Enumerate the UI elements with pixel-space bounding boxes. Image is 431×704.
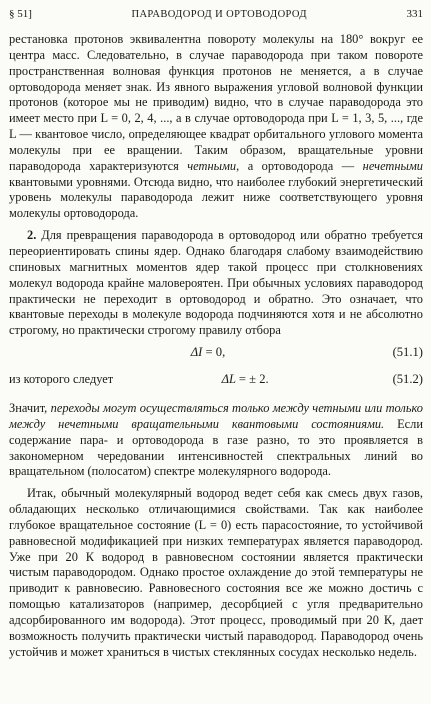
emphasis-selection-rule: переходы могут осуществляться только между четными или только между нечетными вращательными квантовыми состояниями.	[9, 401, 423, 431]
emphasis-odd: нечетными	[362, 158, 423, 173]
running-header	[9, 4, 423, 32]
emphasis-even: четными	[187, 158, 237, 173]
paragraph-4: Итак, обычный молекулярный водород ведет себя как смесь двух газов, обладающих несколько отличающимися свойствами. Так как наиболее глубокое вращательное состояние (L = 0) есть парасостояние, то устойчивой равновесной модификацией при низких температурах является параводород. Уже при 20 К водород в равновесном состоянии является практически чистым параводородом. Однако простое охлаждение до этой температуры не приводит к равновесию. Равновесного состояния все же можно достичь с помощью катализаторов (например, десорбцией с угля предварительно адсорбированного им водорода). Этот процесс, проводимый при 20 К, дает возможность получить практически чистый параводород. Параводород очень устойчив и может храниться в чистых стеклянных сосудах несколько недель.	[9, 486, 423, 659]
equation-body: ΔL = ± 2.	[221, 371, 269, 386]
equation-number: (51.1)	[392, 344, 423, 359]
body-text	[9, 32, 423, 661]
equation-body: ΔI = 0,	[190, 344, 226, 359]
paragraph-3: Значит, переходы могут осуществляться только между четными или только между нечетными вращательными квантовыми состояниями. Если содержание пара- и ортоводорода в газе разно, то это проявляется в закономерном чередовании интенсивностей спектральных линий во вращательном (полосатом) спектре молекулярного водорода.	[9, 401, 423, 479]
connecting-text: из которого следует	[9, 371, 114, 386]
equation-51-2	[9, 366, 423, 393]
equation-51-1	[9, 339, 423, 366]
paragraph-1: рестановка протонов эквивалентна повороту молекулы на 180° вокруг ее центра масс. Следовательно, в случае параводорода при таком повороте пространственная волновая функция протонов не меняется, а в случае ортоводорода меняет знак. Из явного выражения угловой волновой функции протонов (которое мы не приводим) видно, что в случае параводорода это имеет место при L = 0, 2, 4, ..., а в случае ортоводорода при L = 1, 3, 5, ..., где L — квантовое число, определяющее квадрат орбитального углового момента молекулы при ее вращении. Таким образом, вращательные уровни параводорода характеризуются четными, а ортоводорода — нечетными квантовыми уровнями. Отсюда видно, что наиболее глубокий энергетический уровень молекулы параводорода лежит ниже соответствующего уровня молекулы ортоводорода.	[9, 32, 423, 221]
paragraph-number: 2.	[27, 228, 37, 243]
equation-number: (51.2)	[392, 371, 423, 386]
running-title: ПАРАВОДОРОД И ОРТОВОДОРОД	[131, 9, 307, 20]
page-number: 331	[406, 8, 423, 20]
section-reference: § 51]	[9, 8, 32, 20]
paragraph-2: 2. Для превращения параводорода в ортоводород или обратно требуется переориентировать спины ядер. Однако благодаря слабому взаимодействию спиновых магнитных моментов ядер такой процесс при столкновениях молекул водорода крайне маловероятен. При обычных условиях параводород практически не переходит в ортоводород и обратно. Это означает, что квантовые переходы в молекуле водорода подчиняются хотя и не абсолютно строгому, но практически строгому правилу отбора	[9, 228, 423, 338]
